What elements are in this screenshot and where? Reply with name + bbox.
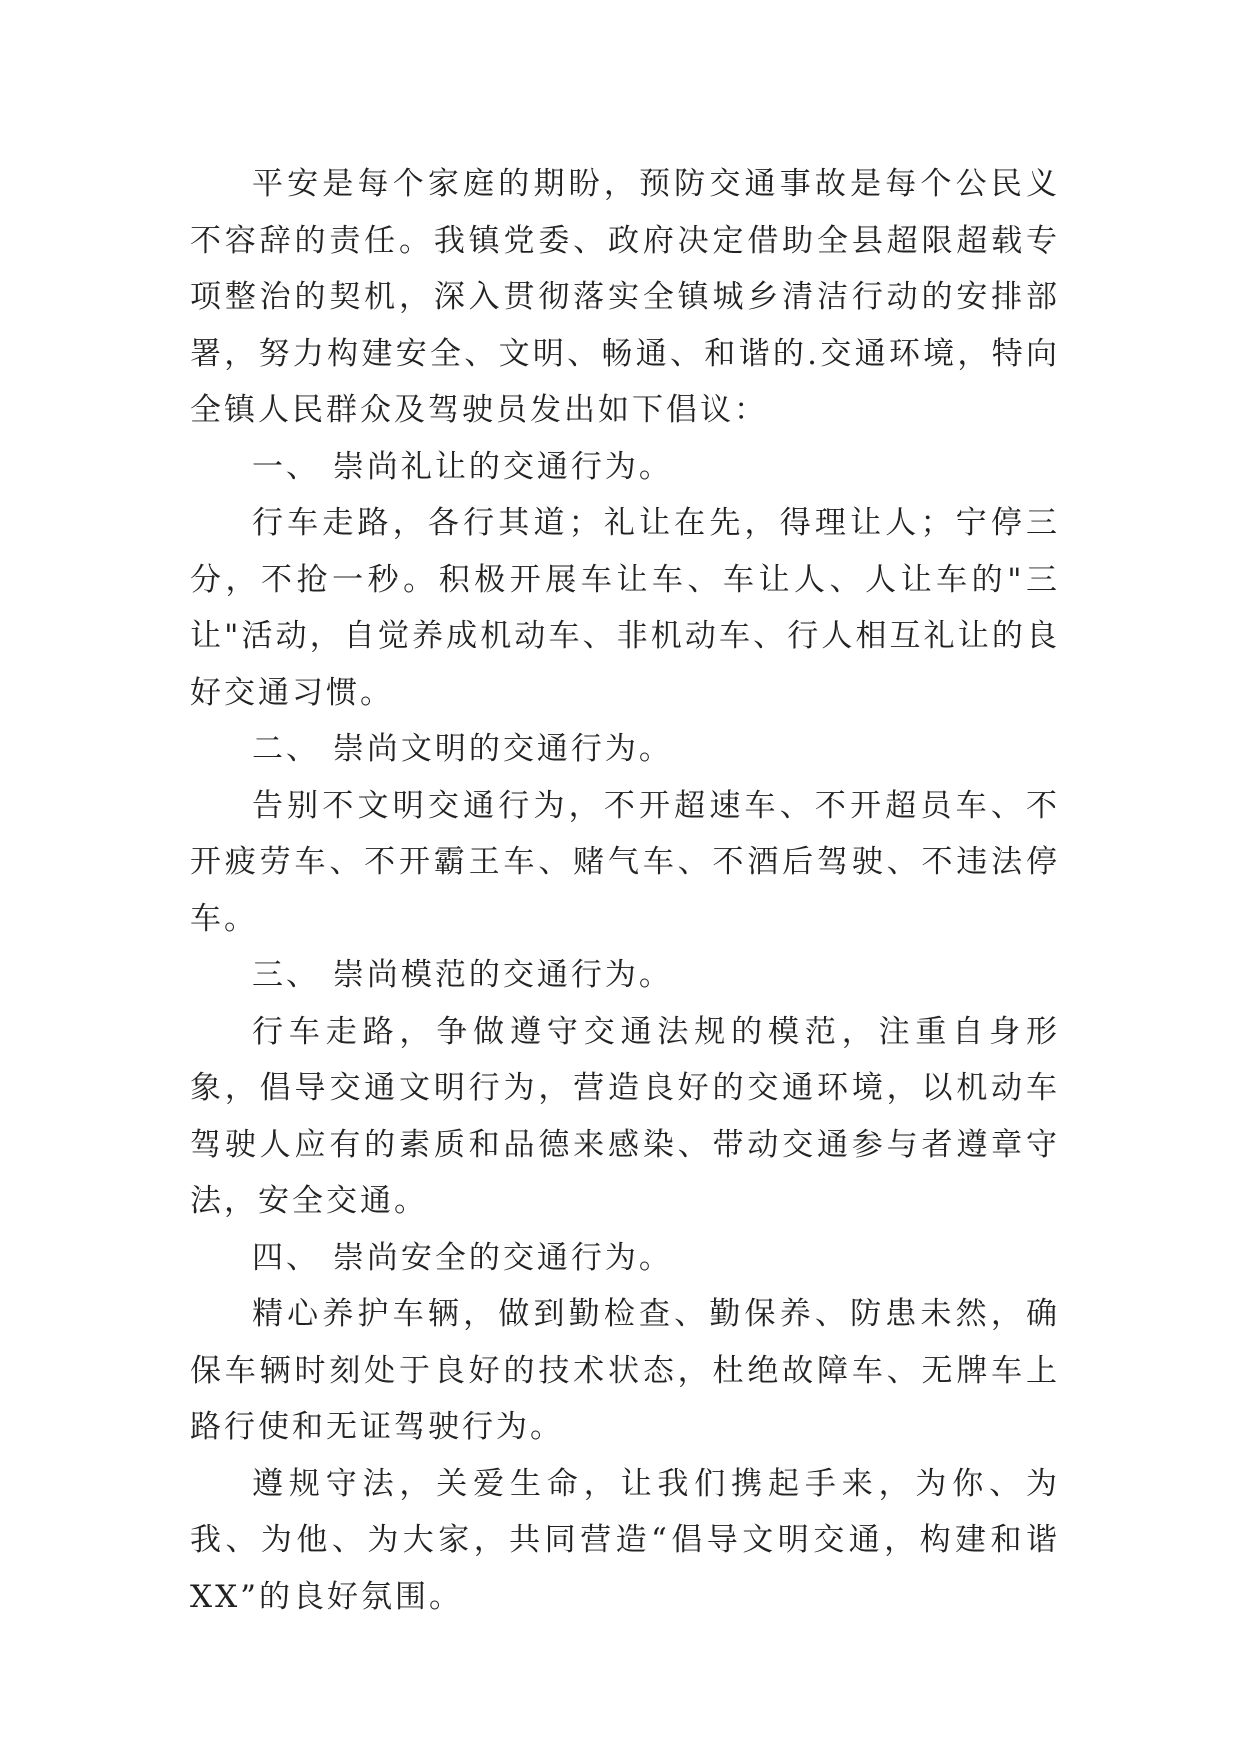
section-paragraph-1: 行车走路，各行其道；礼让在先，得理让人；宁停三分，不抢一秒。积极开展车让车、车让人、人让车的"三让"活动，自觉养成机动车、非机动车、行人相互礼让的良好交通习惯。 xyxy=(190,505,1060,711)
section-heading-4: 四、 崇尚安全的交通行为。 xyxy=(252,1239,673,1276)
section-paragraph-3: 行车走路，争做遵守交通法规的模范，注重自身形象，倡导交通文明行为，营造良好的交通环境，以机动车驾驶人应有的素质和品德来感染、带动交通参与者遵章守法，安全交通。 xyxy=(190,1013,1060,1219)
section-heading-2: 二、 崇尚文明的交通行为。 xyxy=(252,731,673,767)
document-body xyxy=(190,156,1060,1625)
closing-paragraph: 遵规守法，关爱生命，让我们携起手来，为你、为我、为他、为大家，共同营造“倡导文明交通，构建和谐XX”的良好氛围。 xyxy=(190,1465,1060,1615)
section-heading-3: 三、 崇尚模范的交通行为。 xyxy=(252,957,673,993)
intro-paragraph: 平安是每个家庭的期盼，预防交通事故是每个公民义不容辞的责任。我镇党委、政府决定借助全县超限超载专项整治的契机，深入贯彻落实全镇城乡清洁行动的安排部署，努力构建安全、文明、畅通、和谐的.交通环境，特向全镇人民群众及驾驶员发出如下倡议： xyxy=(190,166,1060,428)
section-paragraph-4: 精心养护车辆，做到勤检查、勤保养、防患未然，确保车辆时刻处于良好的技术状态，杜绝故障车、无牌车上路行使和无证驾驶行为。 xyxy=(190,1296,1060,1445)
section-paragraph-2: 告别不文明交通行为，不开超速车、不开超员车、不开疲劳车、不开霸王车、赌气车、不酒后驾驶、不违法停车。 xyxy=(190,787,1060,937)
section-heading-1: 一、 崇尚礼让的交通行为。 xyxy=(252,448,673,485)
